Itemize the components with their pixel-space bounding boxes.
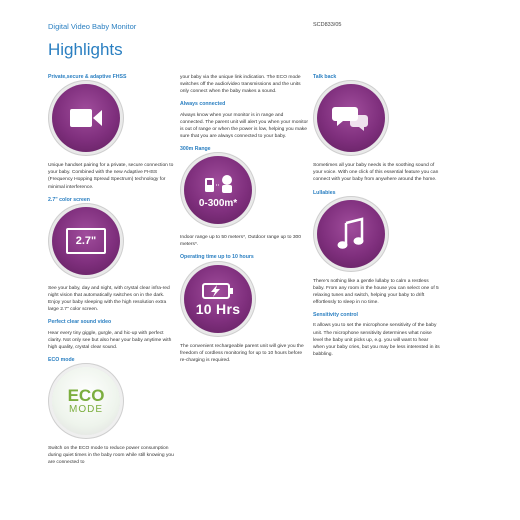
column-right bbox=[313, 74, 441, 364]
eco-text-continued: your baby via the unique link indication. The ECO mode switches off the audio/video transmissions and the units only connect when the baby makes a sound. bbox=[180, 75, 301, 95]
battery-badge bbox=[184, 265, 252, 333]
screen-size-icon: 2.7" bbox=[66, 228, 106, 254]
eco-badge bbox=[52, 367, 120, 435]
column-left bbox=[48, 74, 176, 472]
range-heading: 300m Range bbox=[180, 146, 211, 152]
eco-icon-bottom: MODE bbox=[69, 404, 103, 416]
battery-charging-icon bbox=[201, 281, 235, 301]
connected-text: Always know when your monitor is in range and connected. The parent unit will alert you when your monitor is out of range or when the power is low, helping you make sure that you are always connected to your baby. bbox=[180, 112, 308, 139]
eco-text: Switch on the ECO mode to reduce power consumption during quiet times in the baby room while still knowing you are connected to bbox=[48, 446, 174, 466]
privacy-text: Unique handset pairing for a private, secure connection to your baby. Combined with the new Adaptive FHSS (Frequency Hopping Spread Spectrum) technology for minimal interference. bbox=[48, 163, 174, 190]
talk-back-icon bbox=[331, 103, 371, 133]
talk-text: Sometimes all your baby needs is the soothing sound of your voice. With one click of this essential feature you can connect with your baby from anywhere around the home. bbox=[313, 163, 439, 183]
talk-badge bbox=[317, 84, 385, 152]
battery-text: The convenient rechargeable parent unit will give you the freedom of cordless monitoring for up to 10 hours before re-charging is required. bbox=[180, 343, 304, 363]
lullabies-heading: Lullabies bbox=[313, 189, 336, 196]
connected-heading: Always connected bbox=[180, 101, 226, 108]
sound-heading: Perfect clear sound video bbox=[48, 319, 112, 326]
page-title: Highlights bbox=[48, 40, 123, 59]
privacy-badge bbox=[52, 84, 120, 152]
battery-heading: Operating time up to 10 hours bbox=[180, 254, 254, 261]
sensitivity-heading: Sensitivity control bbox=[313, 312, 358, 319]
model-number: SCD833/05 bbox=[313, 22, 342, 28]
range-text: Indoor range up to 50 meters*, Outdoor range up to 300 meters*. bbox=[180, 235, 301, 248]
lullabies-text: There's nothing like a gentle lullaby to calm a restless baby. From any room in the house you can select one of 5 relaxing tunes and switch, helping your baby to drift effortlessly to sleep in no time. bbox=[313, 278, 439, 306]
column-middle bbox=[180, 74, 308, 370]
eco-icon-top: ECO bbox=[67, 386, 105, 406]
sensitivity-text: It allows you to set the microphone sensitivity of the baby unit. The microphone sensitivity determines what noise level the baby unit picks up, e.g. you will want to hear when your baby cries, but you may be less interested in its babbling. bbox=[313, 323, 440, 357]
screen-text: See your baby, day and night, with crystal clear infra-red night vision that automatically switches on in the dark. Enjoy your baby sleeping with the high resolution extra large 2.7" color screen. bbox=[48, 285, 170, 313]
privacy-heading: Private,secure & adaptive FHSS bbox=[48, 74, 127, 80]
talk-heading: Talk back bbox=[313, 74, 337, 80]
screen-badge bbox=[52, 207, 120, 275]
range-icon-text: 0-300m* bbox=[198, 197, 238, 209]
lullabies-badge bbox=[317, 200, 385, 268]
product-name: Digital Video Baby Monitor bbox=[48, 22, 137, 31]
monitor-range-icon bbox=[200, 172, 236, 196]
video-camera-icon bbox=[68, 106, 104, 130]
music-note-icon bbox=[336, 217, 366, 251]
eco-heading: ECO mode bbox=[48, 356, 75, 363]
battery-icon-text: 10 Hrs bbox=[195, 300, 241, 317]
screen-heading: 2.7" color screen bbox=[48, 196, 90, 203]
range-badge bbox=[184, 156, 252, 224]
sound-text: Hear every tiny giggle, gurgle, and hic-up with perfect clarity. Not only see but also hear your baby anytime with high quality, crystal clear sound. bbox=[48, 330, 172, 350]
